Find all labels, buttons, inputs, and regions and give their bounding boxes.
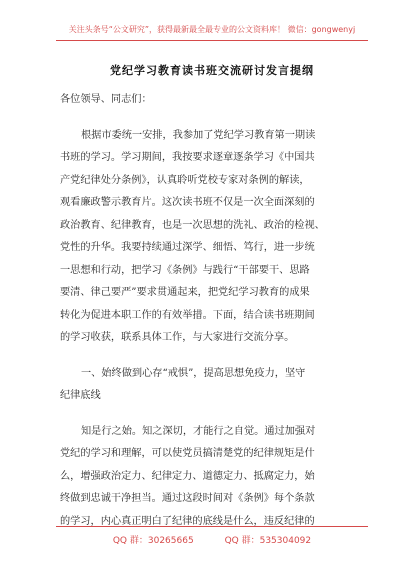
header-divider	[56, 40, 368, 41]
footer-qq-group-2: QQ 群：535304092	[224, 536, 312, 546]
paragraph-spacer	[60, 112, 360, 125]
footer-divider	[56, 526, 368, 527]
section-heading-line: 纪律底线	[60, 390, 101, 401]
paragraph-line: 书班的学习。学习期间，我按要求逐章逐条学习《中国共	[60, 152, 315, 163]
paragraph-line: 终做到忠诚干净担当。通过这段时间对《条例》每个条款	[60, 493, 315, 504]
document-title: 党纪学习教育读书班交流研讨发言提纲	[110, 64, 314, 77]
paragraph-line: 根据市委统一安排，我参加了党纪学习教育第一期读	[81, 129, 316, 141]
paragraph-line: 观看廉政警示教育片。这次读书班不仅是一次全面深刻的	[60, 197, 315, 208]
paragraph-line: 要清、律己要严”要求贯通起来，把党纪学习教育的成果	[60, 287, 310, 298]
paragraph-line: 的学习收获，联系具体工作，与大家进行交流分享。	[60, 332, 295, 343]
paragraph-line: 产党纪律处分条例》，认真聆听党校专家对条例的解读，	[60, 174, 310, 186]
greeting: 各位领导、同志们：	[60, 94, 152, 105]
document-body	[60, 89, 360, 533]
paragraph-spacer	[60, 408, 360, 421]
footer	[56, 533, 368, 546]
paragraph-line: 党性的升华。我要持续通过深学、细悟、笃行，进一步统	[60, 242, 315, 253]
footer-qq-group-1: QQ 群：30265665	[112, 536, 194, 546]
section-heading-line: 一、始终做到心存“戒惧”，提高思想免疫力，坚守	[81, 367, 306, 379]
paragraph-line: 政治教育、纪律教育，也是一次思想的洗礼、政治的检视、	[60, 219, 325, 231]
header-banner: 关注头条号“公文研究”，获得最新最全最专业的公文资料库！ 微信：gongwenyj	[68, 25, 356, 34]
paragraph-line: 转化为促进本职工作的有效举措。下面，结合读书班期间	[60, 309, 315, 321]
paragraph-line: 党纪的学习和理解，可以使党员搞清楚党的纪律规矩是什	[60, 448, 315, 459]
paragraph-spacer	[60, 350, 360, 363]
paragraph-line: 知是行之始。知之深切，才能行之自觉。通过加强对	[81, 425, 316, 437]
paragraph-line: 一思想和行动，把学习《条例》与践行“干部要干、思路	[60, 264, 310, 276]
paragraph-line: 的学习，内心真正明白了纪律的底线是什么，违反纪律的	[60, 515, 315, 527]
paragraph-line: 么，增强政治定力、纪律定力、道德定力、抵腐定力，始	[60, 470, 315, 482]
